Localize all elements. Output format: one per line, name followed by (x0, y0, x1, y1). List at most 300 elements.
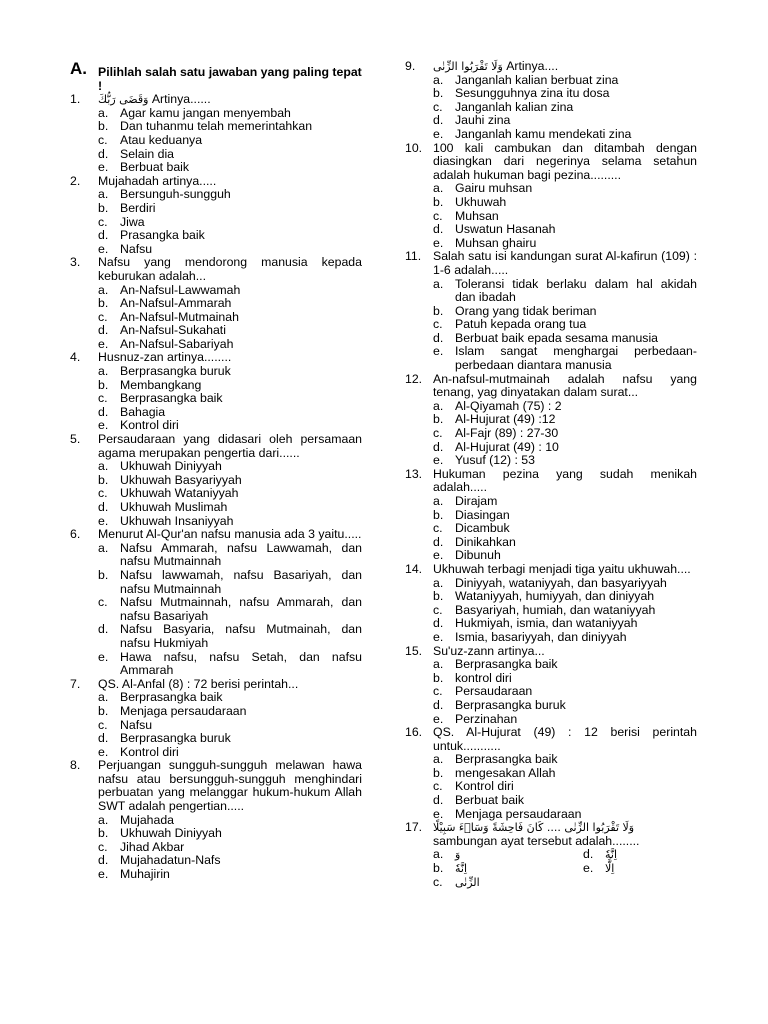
question-text (98, 678, 362, 692)
answer-option (405, 617, 697, 631)
option-text: Toleransi tidak berlaku dalam hal akidah dan ibadah (455, 276, 697, 305)
option-letter: a. (98, 105, 109, 120)
right-question-list (405, 60, 697, 821)
question-number: 2. (70, 173, 81, 188)
question-item (405, 60, 697, 74)
answer-option (405, 345, 697, 372)
option-letter: b. (433, 861, 444, 876)
answer-option (70, 324, 362, 338)
question-number: 17. (405, 820, 423, 835)
option-arabic: الزِّنٰى (455, 876, 480, 890)
option-text: Ukhuwah (455, 194, 507, 209)
option-text: Basyariyah, humiah, dan wataniyyah (455, 602, 656, 617)
answer-options (405, 577, 697, 645)
answer-option (70, 284, 362, 298)
answer-option (70, 107, 362, 121)
option-text: Mujahada (120, 812, 175, 827)
option-letter: d. (433, 793, 444, 808)
answer-options (70, 460, 362, 528)
answer-option (70, 297, 362, 311)
question-prompt: Perjuangan sungguh-sungguh melawan hawa nafsu atau bersungguh-sungguh menghindari perbuatan yang melanggar hukum-hukum Allah SWT adalah pengertian..... (98, 758, 362, 814)
arabic-verse: وَقَضَى رَبُّكَ (98, 93, 149, 107)
option-letter: a. (98, 364, 109, 379)
option-text: Berprasangka baik (120, 391, 223, 406)
option-text: Berprasangka baik (455, 657, 558, 672)
option-letter: c. (98, 309, 108, 324)
option-letter: b. (433, 589, 444, 604)
option-letter: d. (98, 731, 109, 746)
answer-options (405, 753, 697, 821)
answer-option (70, 202, 362, 216)
option-text: Berprasangka buruk (120, 364, 231, 379)
question-prompt: Ukhuwah terbagi menjadi tiga yaitu ukhuwah.... (433, 561, 691, 576)
question-text (98, 351, 362, 365)
answer-option (405, 604, 697, 618)
option-text: An-Nafsul-Mutmainah (120, 309, 239, 324)
answer-option (433, 876, 583, 890)
answer-option (70, 827, 362, 841)
option-text: Janganlah kalian berbuat zina (455, 72, 619, 87)
question-prompt: Artinya.... (506, 59, 559, 73)
option-letter: c. (433, 779, 443, 794)
option-text: Kontrol diri (455, 779, 514, 794)
question-text (433, 468, 697, 495)
option-letter: c. (98, 132, 108, 147)
option-text: Agar kamu jangan menyembah (120, 105, 291, 120)
answer-option (405, 794, 697, 808)
question-text (433, 821, 697, 848)
option-letter: e. (433, 806, 444, 821)
option-text: Al-Qiyamah (75) : 2 (455, 398, 562, 413)
option-letter: e. (98, 336, 109, 351)
option-letter: a. (98, 540, 109, 555)
left-question-list (70, 93, 362, 881)
option-text: Hukmiyah, ismia, dan wataniyyah (455, 616, 638, 631)
question-17 (405, 821, 697, 848)
answer-option (70, 379, 362, 393)
answer-option (70, 841, 362, 855)
answer-option (70, 338, 362, 352)
answer-option (70, 623, 362, 650)
answer-option (70, 460, 362, 474)
option-text: Kontrol diri (120, 418, 179, 433)
option-letter: a. (98, 282, 109, 297)
option-letter: b. (433, 303, 444, 318)
option-text: Patuh kepada orang tua (455, 317, 587, 332)
option-letter: e. (433, 711, 444, 726)
left-column (70, 60, 362, 882)
question-number: 4. (70, 350, 81, 365)
option-letter: c. (98, 595, 108, 610)
answer-option (405, 509, 697, 523)
option-letter: e. (98, 513, 109, 528)
answer-option (405, 210, 697, 224)
question-text (98, 759, 362, 813)
option-text: Diasingan (455, 507, 510, 522)
answer-option (405, 182, 697, 196)
answer-option (70, 188, 362, 202)
option-letter: c. (98, 486, 108, 501)
question-17-options (405, 848, 697, 890)
section-letter: A. (70, 59, 87, 78)
answer-option (405, 128, 697, 142)
option-letter: a. (433, 72, 444, 87)
option-letter: a. (98, 459, 109, 474)
option-text: Jihad Akbar (120, 839, 185, 854)
option-letter: b. (98, 826, 109, 841)
option-text: Muhsan (455, 208, 499, 223)
answer-option (405, 808, 697, 822)
answer-option (405, 522, 697, 536)
option-letter: b. (98, 200, 109, 215)
question-prompt: Su'uz-zann artinya... (433, 643, 545, 658)
answer-option (405, 223, 697, 237)
option-letter: a. (433, 494, 444, 508)
arabic-verse: وَلَا تَقْرَبُوا الزِّنٰى .... كَانَ فَاحِشَةً وَسَاۤءَ سَبِيْلًا (433, 821, 635, 835)
section-header (70, 60, 362, 93)
option-letter: d. (433, 439, 444, 454)
option-letter: e. (433, 548, 444, 563)
option-text: Dicambuk (455, 521, 510, 536)
question-prompt: QS. Al-Hujurat (49) : 12 berisi perintah untuk........... (433, 725, 697, 753)
question-item (70, 175, 362, 189)
arabic-verse: وَلَا تَقْرَبُوا الزِّنٰى (433, 60, 503, 73)
answer-option (405, 441, 697, 455)
option-letter: d. (98, 323, 109, 338)
answer-option (70, 229, 362, 243)
option-text: Dibunuh (455, 548, 501, 563)
option-letter: b. (98, 703, 109, 718)
option-text: Ukhuwah Muslimah (120, 500, 228, 514)
question-prompt: QS. Al-Anfal (8) : 72 berisi perintah... (98, 676, 299, 691)
question-prompt: Salah satu isi kandungan surat Al-kafirun (109) : 1-6 adalah..... (433, 249, 697, 277)
option-text: Muhsan ghairu (455, 235, 537, 250)
question-item (405, 726, 697, 753)
option-text: mengesakan Allah (455, 765, 556, 780)
answer-option (70, 542, 362, 569)
question-prompt: Menurut Al-Qur'an nafsu manusia ada 3 yaitu..... (98, 527, 362, 542)
option-text: Orang yang tidak beriman (455, 303, 597, 318)
right-column (405, 60, 697, 890)
question-item (405, 250, 697, 277)
question-number: 11. (405, 249, 422, 264)
option-letter: b. (98, 119, 109, 134)
option-letter: c. (98, 391, 108, 406)
answer-option (405, 454, 697, 468)
option-letter: e. (433, 344, 444, 359)
answer-option (405, 767, 697, 781)
question-number: 9. (405, 59, 416, 73)
question-number: 7. (70, 676, 81, 691)
option-letter: a. (433, 657, 444, 672)
section-instruction: Pilihlah salah satu jawaban yang paling tepat ! (98, 65, 362, 93)
option-letter: e. (583, 861, 594, 876)
option-text: Dinikahkan (455, 534, 516, 549)
question-item (70, 528, 362, 542)
question-number: 3. (70, 255, 81, 270)
option-letter: d. (433, 222, 444, 237)
option-letter: e. (98, 867, 109, 882)
question-prompt: Mujahadah artinya..... (98, 173, 217, 188)
answer-option (70, 732, 362, 746)
option-letter: b. (433, 412, 444, 427)
option-letter: d. (433, 113, 444, 128)
answer-option (583, 862, 703, 876)
question-text (433, 142, 697, 183)
answer-option (70, 134, 362, 148)
question-text (433, 726, 697, 753)
answer-option (70, 243, 362, 257)
answer-option (405, 672, 697, 686)
option-letter: e. (433, 235, 444, 250)
question-prompt: Husnuz-zan artinya........ (98, 350, 232, 365)
option-letter: e. (98, 649, 109, 664)
answer-options (70, 107, 362, 175)
option-arabic: اِلَّا (605, 862, 615, 876)
option-text: Jauhi zina (455, 113, 511, 128)
option-text: Dirajam (455, 494, 498, 508)
option-letter: b. (98, 472, 109, 487)
answer-option (70, 419, 362, 433)
answer-option (70, 596, 362, 623)
answer-option (70, 719, 362, 733)
answer-option (70, 161, 362, 175)
answer-options (70, 691, 362, 759)
option-letter: a. (433, 752, 444, 767)
option-text: Uswatun Hasanah (455, 222, 556, 237)
question-item (405, 645, 697, 659)
answer-option (405, 536, 697, 550)
question-number: 15. (405, 643, 423, 658)
option-letter: c. (433, 317, 443, 332)
question-text (98, 433, 362, 460)
answer-options (405, 400, 697, 468)
option-text: Prasangka baik (120, 228, 205, 243)
question-number: 14. (405, 561, 423, 576)
option-text: Ukhuwah Insaniyyah (120, 513, 234, 528)
answer-options (70, 814, 362, 882)
option-letter: e. (98, 418, 109, 433)
option-letter: e. (433, 126, 444, 141)
question-text (433, 60, 697, 74)
option-text: Nafsu (120, 717, 153, 732)
question-prompt: sambungan ayat tersebut adalah........ (433, 833, 640, 848)
answer-option (70, 474, 362, 488)
question-text (433, 250, 697, 277)
option-text: kontrol diri (455, 670, 512, 685)
option-letter: a. (433, 575, 444, 590)
option-letter: c. (433, 426, 443, 441)
option-text: Membangkang (120, 377, 202, 392)
answer-options (405, 658, 697, 726)
answer-option (405, 305, 697, 319)
question-item (70, 759, 362, 813)
option-text: Hawa nafsu, nafsu Setah, dan nafsu Ammarah (120, 649, 362, 678)
option-letter: e. (433, 629, 444, 644)
question-text (433, 373, 697, 400)
option-letter: b. (98, 377, 109, 392)
answer-option (70, 148, 362, 162)
option-text: Ukhuwah Wataniyyah (120, 486, 239, 501)
option-letter: c. (433, 521, 443, 536)
option-letter: d. (433, 330, 444, 345)
option-text: Kontrol diri (120, 744, 179, 759)
option-text: Janganlah kalian zina (455, 99, 574, 114)
option-text: Al-Hujurat (49) :12 (455, 412, 556, 427)
question-number: 16. (405, 725, 423, 740)
option-letter: d. (98, 146, 109, 161)
question-number: 1. (70, 92, 81, 107)
question-number: 10. (405, 140, 423, 155)
option-text: Perzinahan (455, 711, 518, 726)
answer-options (405, 278, 697, 373)
answer-option (405, 631, 697, 645)
question-text (98, 175, 362, 189)
option-letter: a. (433, 398, 444, 413)
option-text: Muhajirin (120, 867, 170, 882)
option-letter: b. (98, 567, 109, 582)
option-text: Persaudaraan (455, 684, 533, 699)
option-arabic: اِنَّهٗ (605, 848, 618, 862)
option-text: An-Nafsul-Sukahati (120, 323, 226, 338)
answer-option (70, 392, 362, 406)
option-text: Dan tuhanmu telah memerintahkan (120, 119, 313, 134)
question-item (405, 142, 697, 183)
option-text: Nafsu Ammarah, nafsu Lawwamah, dan nafsu Mutmainnah (120, 540, 362, 569)
answer-option (70, 311, 362, 325)
answer-option (70, 705, 362, 719)
option-letter: a. (433, 181, 444, 196)
answer-option (405, 413, 697, 427)
answer-option (70, 515, 362, 529)
answer-options (405, 182, 697, 250)
answer-option (70, 854, 362, 868)
option-text: Nafsu Basyaria, nafsu Mutmainah, dan nafsu Hukmiyah (120, 622, 362, 650)
option-text: Janganlah kamu mendekati zina (455, 126, 632, 141)
answer-option (405, 332, 697, 346)
answer-options (70, 284, 362, 352)
option-letter: a. (433, 847, 444, 862)
option-text: Nafsu lawwamah, nafsu Basariyah, dan nafsu Mutmainnah (120, 567, 362, 596)
option-text: Wataniyyah, humiyyah, dan diniyyah (455, 589, 655, 604)
question-item (405, 373, 697, 400)
answer-option (70, 868, 362, 882)
option-letter: d. (98, 500, 109, 514)
option-letter: c. (433, 602, 443, 617)
option-letter: c. (433, 875, 443, 890)
answer-options (70, 365, 362, 433)
answer-option (405, 753, 697, 767)
answer-option (405, 685, 697, 699)
answer-option (405, 577, 697, 591)
answer-option (70, 406, 362, 420)
answer-option (405, 495, 697, 509)
question-text (433, 645, 697, 659)
option-text: An-Nafsul-Lawwamah (120, 282, 241, 297)
answer-option (405, 658, 697, 672)
answer-option (405, 549, 697, 563)
question-number: 5. (70, 432, 81, 447)
option-text: Ukhuwah Diniyyah (120, 826, 222, 841)
option-text: Berbuat baik (120, 160, 190, 175)
option-arabic: اِنَّهٗ (455, 862, 468, 876)
answer-options (70, 542, 362, 678)
option-text: Yusuf (12) : 53 (455, 453, 535, 468)
option-letter: c. (433, 99, 443, 114)
answer-option (405, 74, 697, 88)
answer-option (405, 196, 697, 210)
option-letter: d. (583, 847, 594, 862)
question-item (70, 678, 362, 692)
option-text: Mujahadatun-Nafs (120, 853, 221, 868)
question-text (98, 528, 362, 542)
option-text: Gairu muhsan (455, 181, 533, 196)
option-text: Diniyyah, wataniyyah, dan basyariyyah (455, 575, 667, 590)
answer-option (405, 87, 697, 101)
option-letter: c. (98, 717, 108, 732)
option-text: Ismia, basariyyah, dan diniyyah (455, 629, 627, 644)
answer-option (70, 487, 362, 501)
question-item (70, 256, 362, 283)
question-prompt: Persaudaraan yang didasari oleh persamaan agama merupakan pengertia dari...... (98, 432, 362, 460)
option-letter: c. (98, 214, 108, 229)
option-letter: a. (98, 187, 109, 202)
question-number: 6. (70, 527, 81, 542)
question-number: 8. (70, 758, 81, 773)
option-text: Ukhuwah Basyariyyah (120, 472, 242, 487)
answer-options (405, 74, 697, 142)
question-item (70, 433, 362, 460)
answer-option (405, 427, 697, 441)
answer-option (405, 114, 697, 128)
option-letter: e. (433, 453, 444, 468)
option-letter: c. (433, 208, 443, 223)
question-prompt: An-nafsul-mutmainah adalah nafsu yang tenang, yag dinyatakan dalam surat... (433, 371, 697, 400)
option-letter: d. (433, 697, 444, 712)
option-text: Al-Hujurat (49) : 10 (455, 439, 559, 454)
question-item (70, 351, 362, 365)
option-text: An-Nafsul-Ammarah (120, 296, 232, 311)
question-number: 13. (405, 466, 423, 481)
option-letter: e. (98, 160, 109, 175)
answer-option (405, 237, 697, 251)
option-text: Atau keduanya (120, 132, 203, 147)
answer-option (583, 848, 703, 862)
option-text: Nafsu Mutmainnah, nafsu Ammarah, dan nafsu Basariyah (120, 595, 362, 623)
answer-option (70, 569, 362, 596)
answer-options (70, 188, 362, 256)
question-item (405, 563, 697, 577)
option-letter: c. (433, 684, 443, 699)
question-prompt: 100 kali cambukan dan ditambah dengan diasingkan dari negerinya selama setahun adalah hukuman bagi pezina......... (433, 140, 697, 182)
question-prompt: Hukuman pezina yang sudah menikah adalah..... (433, 466, 697, 495)
question-prompt: Nafsu yang mendorong manusia kepada keburukan adalah... (98, 255, 362, 283)
option-text: Menjaga persaudaraan (120, 703, 247, 718)
option-text: Bahagia (120, 404, 166, 419)
option-letter: b. (433, 507, 444, 522)
answer-options (405, 495, 697, 563)
answer-option (70, 216, 362, 230)
answer-option (70, 501, 362, 515)
question-prompt: Artinya...... (151, 92, 211, 107)
option-letter: e. (98, 241, 109, 256)
question-item (405, 468, 697, 495)
option-letter: a. (98, 812, 109, 827)
option-text: Berbuat baik (455, 793, 525, 808)
option-text: Berprasangka buruk (120, 731, 231, 746)
option-text: An-Nafsul-Sabariyah (120, 336, 234, 351)
option-text: Ukhuwah Diniyyah (120, 459, 222, 474)
